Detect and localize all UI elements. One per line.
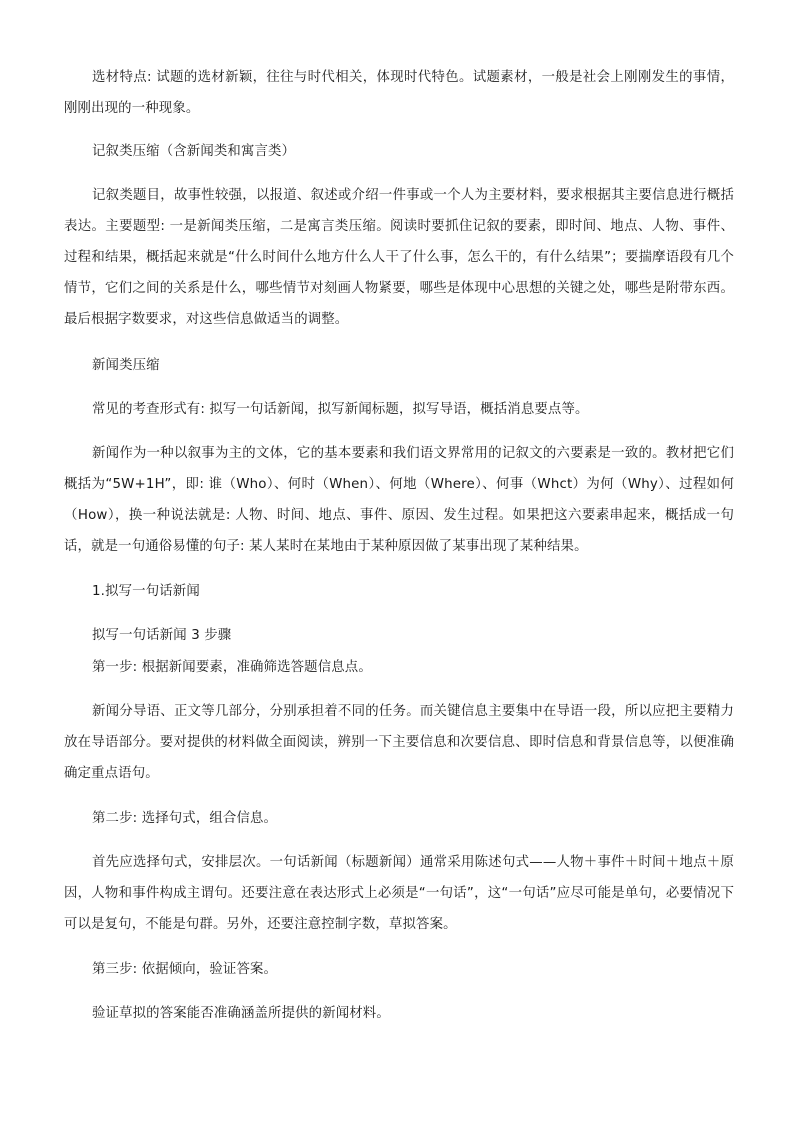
step-three-title: 第三步: 依据倾向，验证答案。	[92, 962, 278, 977]
paragraph-common-forms: 常见的考查形式有: 拟写一句话新闻，拟写新闻标题，拟写导语，概括消息要点等。	[92, 402, 589, 417]
paragraph-step-three: 验证草拟的答案能否准确涵盖所提供的新闻材料。	[92, 1006, 390, 1021]
paragraph-step-one: 新闻分导语、正文等几部分，分别承担着不同的任务。而关键信息主要集中在导语一段，所以应把主要精力放在导语部分。要对提供的材料做全面阅读，辨别一下主要信息和次要信息、即时信息和背景信息等，以便准确确定重点语句。	[64, 704, 734, 781]
step-two-title: 第二步: 选择句式，组合信息。	[92, 811, 278, 826]
paragraph-step-two: 首先应选择句式，安排层次。一句话新闻（标题新闻）通常采用陈述句式——人物＋事件＋时间＋地点＋原因，人物和事件构成主谓句。还要注意在表达形式上必须是“一句话”，这“一句话”应尽可能是单句，必要情况下可以是复句，不能是句群。另外，还要注意控制字数，草拟答案。	[64, 855, 734, 932]
paragraph-material-features: 选材特点: 试题的选材新颖，往往与时代相关，体现时代特色。试题素材，一般是社会上刚刚发生的事情，刚刚出现的一种现象。	[64, 70, 734, 116]
step-one-title: 第一步: 根据新闻要素，准确筛选答题信息点。	[92, 660, 372, 675]
paragraph-narrative-questions: 记叙类题目，故事性较强，以报道、叙述或介绍一件事或一个人为主要材料，要求根据其主要信息进行概括表达。主要题型: 一是新闻类压缩，二是寓言类压缩。阅读时要抓住记叙的要素，即时间、地点、人物、事件、过程和结果，概括起来就是“什么时间什么地方什么人干了什么事，怎么干的，有什么结果”；要揣摩语段有几个情节，它们之间的关系是什么，哪些情节对刻画人物紧要，哪些是体现中心思想的关键之处，哪些是附带东西。最后根据字数要求，对这些信息做适当的调整。	[64, 188, 734, 327]
heading-three-steps: 拟写一句话新闻 3 步骤	[92, 628, 232, 643]
heading-news-compression: 新闻类压缩	[92, 358, 160, 373]
heading-narrative-compression: 记叙类压缩（含新闻类和寓言类）	[92, 144, 296, 159]
paragraph-news-elements: 新闻作为一种以叙事为主的文体，它的基本要素和我们语文界常用的记叙文的六要素是一致的。教材把它们概括为“5W+1H”，即: 谁（Who）、何时（When）、何地（Where）、何事（Whct）为何（Why）、过程如何（How），换一种说法就是: 人物、时间、地点、事件、原因、发生过程。如果把这六要素串起来，概括成一句话，就是一句通俗易懂的句子: 某人某时在某地由于某种原因做了某事出现了某种结果。	[64, 446, 734, 554]
heading-write-one-sentence: 1.拟写一句话新闻	[92, 584, 200, 599]
